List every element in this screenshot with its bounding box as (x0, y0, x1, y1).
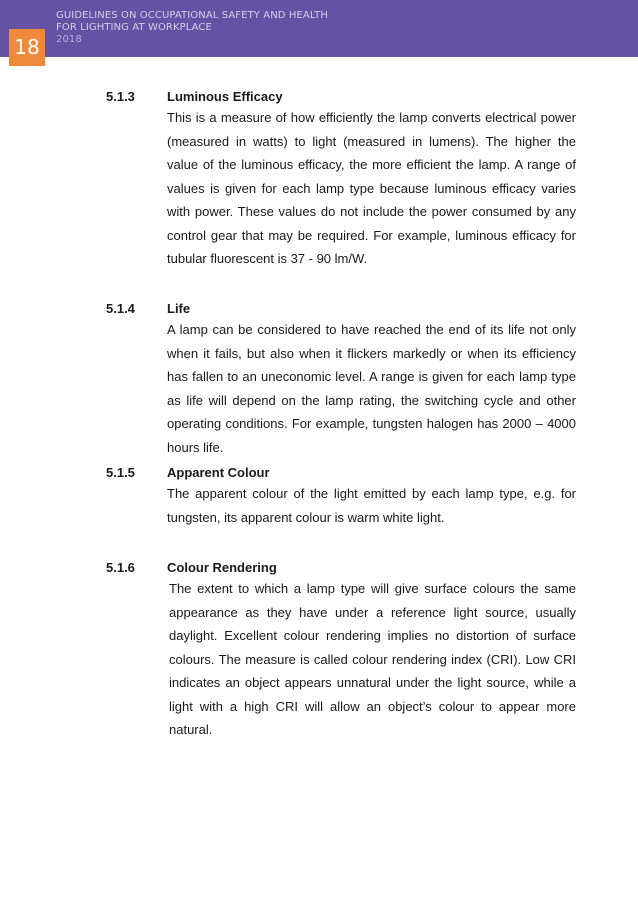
section-title: Apparent Colour (167, 465, 270, 480)
section-number: 5.1.4 (106, 301, 135, 316)
section-title: Colour Rendering (167, 560, 277, 575)
document-year: 2018 (56, 34, 82, 45)
page-number-badge: 18 (9, 29, 45, 66)
section-number: 5.1.3 (106, 89, 135, 104)
section-body: The extent to which a lamp type will give surface colours the same appearance as they have under a reference light source, usually daylight. Excellent colour rendering implies no distortion of surface colours. The measure is called colour rendering index (CRI). Low CRI indicates an object appears unnatural under the light source, while a light with a high CRI will allow an object’s colour to appear more natural. (169, 581, 576, 737)
document-title-line2: FOR LIGHTING AT WORKPLACE (56, 22, 212, 33)
section-body: A lamp can be considered to have reached the end of its life not only when it fails, but also when it flickers markedly or when its efficiency has fallen to an uneconomic level. A range is given for each lamp type as life will depend on the lamp rating, the switching cycle and other operating conditions. For example, tungsten halogen has 2000 – 4000 hours life. (167, 322, 576, 455)
section-title: Life (167, 301, 191, 316)
section-body: The apparent colour of the light emitted by each lamp type, e.g. for tungsten, its apparent colour is warm white light. (167, 486, 576, 525)
document-title-line1: GUIDELINES ON OCCUPATIONAL SAFETY AND HEALTH (56, 10, 328, 21)
section-body: This is a measure of how efficiently the lamp converts electrical power (measured in watts) to light (measured in lumens). The higher the value of the luminous efficacy, the more efficient the lamp. A range of values is given for each lamp type because luminous efficacy varies with power. These values do not include the power consumed by any control gear that may be required. For example, luminous efficacy for tubular fluorescent is 37 - 90 lm/W. (167, 110, 576, 266)
section-number: 5.1.5 (106, 465, 135, 480)
section-number: 5.1.6 (106, 560, 135, 575)
document-title (56, 10, 328, 46)
section-title: Luminous Efficacy (167, 89, 283, 104)
header-band (0, 0, 638, 57)
